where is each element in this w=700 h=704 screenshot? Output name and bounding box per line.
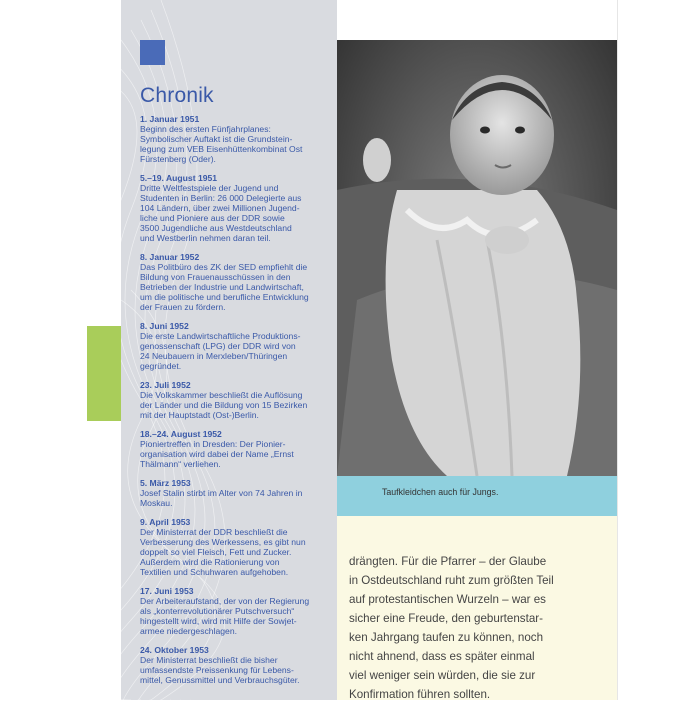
chronik-entry [140, 252, 320, 312]
entry-text-line: doppelt so viel Fleisch, Fett und Zucker. [140, 547, 292, 557]
entry-text-line: legung zum VEB Eisenhüttenkombinat Ost [140, 144, 303, 154]
baby-photo-illustration [337, 40, 617, 476]
entry-text-line: umfassendste Preissenkung für Lebens- [140, 665, 294, 675]
entry-date: 8. Januar 1952 [140, 252, 200, 262]
entry-text-line: Josef Stalin stirbt im Alter von 74 Jahren in [140, 488, 303, 498]
chronik-entry [140, 645, 320, 685]
baby-photo [337, 40, 617, 476]
article-body [349, 552, 599, 704]
chronik-entry [140, 478, 320, 508]
article-line: viel weniger sein würden, die sie zur [349, 669, 536, 682]
entry-text-line: Studenten in Berlin: 26 000 Delegierte aus [140, 193, 302, 203]
entry-text-line: hingestellt wird, wird mit Hilfe der Sowjet- [140, 616, 297, 626]
chronik-entry [140, 429, 320, 469]
entry-text-line: mit der Hauptstadt (Ost-)Berlin. [140, 410, 259, 420]
chronik-entry [140, 517, 320, 577]
entry-text-line: Dritte Weltfestspiele der Jugend und [140, 183, 279, 193]
photo-caption: Taufkleidchen auch für Jungs. [382, 487, 499, 497]
entry-text-line: mittel, Genussmittel und Verbrauchsgüter. [140, 675, 300, 685]
entry-date: 5.–19. August 1951 [140, 173, 218, 183]
chronik-entry [140, 321, 320, 371]
blue-square-marker [140, 40, 165, 65]
entry-text-line: Fürstenberg (Oder). [140, 154, 216, 164]
article-line: auf protestantischen Wurzeln – war es [349, 593, 546, 606]
entry-date: 18.–24. August 1952 [140, 429, 222, 439]
article-line: Konfirmation führen sollten. [349, 688, 491, 701]
article-line: ken Jahrgang taufen zu können, noch [349, 631, 544, 644]
chronik-entry [140, 173, 320, 243]
entry-text-line: Die erste Landwirtschaftliche Produktions- [140, 331, 301, 341]
entry-text-line: der Frauen zu fördern. [140, 302, 226, 312]
entry-text-line: als „konterrevolutionärer Putschversuch“ [140, 606, 295, 616]
entry-text-line: Außerdem wird die Rationierung von [140, 557, 280, 567]
entry-text-line: 3500 Jugendliche aus Westdeutschland [140, 223, 292, 233]
chronik-entry [140, 586, 320, 636]
entry-text-line: armee niedergeschlagen. [140, 626, 237, 636]
entry-text-line: Bildung von Frauenausschüssen in den [140, 272, 291, 282]
entry-date: 8. Juni 1952 [140, 321, 189, 331]
entry-date: 1. Januar 1951 [140, 114, 200, 124]
entry-text-line: der Länder und die Bildung von 15 Bezirken [140, 400, 308, 410]
entry-text-line: um die politische und berufliche Entwicklung [140, 292, 309, 302]
entry-text-line: Verbesserung des Werkessens, es gibt nun [140, 537, 306, 547]
entry-text-line: Thälmann“ verliehen. [140, 459, 221, 469]
entry-text-line: und Westberlin nehmen daran teil. [140, 233, 271, 243]
entry-text-line: 24 Neubauern in Merxleben/Thüringen [140, 351, 288, 361]
entry-date: 23. Juli 1952 [140, 380, 191, 390]
entry-text-line: Der Arbeiteraufstand, der von der Regierung [140, 596, 310, 606]
page-edge-line [617, 0, 618, 700]
entry-text-line: gegründet. [140, 361, 182, 371]
entry-text-line: Beginn des ersten Fünfjahrplanes: [140, 124, 271, 134]
article-line: drängten. Für die Pfarrer – der Glaube [349, 555, 547, 568]
chronik-entry [140, 114, 320, 164]
entry-text-line: Moskau. [140, 498, 173, 508]
entry-text-line: Symbolischer Auftakt ist die Grundstein- [140, 134, 293, 144]
entry-text-line: Der Ministerrat beschließt die bisher [140, 655, 278, 665]
entry-text-line: organisation wird dabei der Name „Ernst [140, 449, 294, 459]
entry-text-line: Pioniertreffen in Dresden: Der Pionier- [140, 439, 286, 449]
entry-date: 24. Oktober 1953 [140, 645, 209, 655]
entry-date: 9. April 1953 [140, 517, 191, 527]
entry-text-line: Die Volkskammer beschließt die Auflösung [140, 390, 303, 400]
article-line: sicher eine Freude, den geburtenstar- [349, 612, 543, 625]
chronik-entry [140, 380, 320, 420]
article-line: in Ostdeutschland ruht zum größten Teil [349, 574, 554, 587]
entry-text-line: Betrieben der Industrie und Landwirtschaft, [140, 282, 304, 292]
entry-text-line: genossenschaft (LPG) der DDR wird von [140, 341, 296, 351]
chronik-entries [140, 114, 320, 694]
green-accent-bar [87, 326, 121, 421]
chronik-heading: Chronik [140, 84, 214, 107]
entry-text-line: liche und Pioniere aus der DDR sowie [140, 213, 285, 223]
entry-text-line: Das Politbüro des ZK der SED empfiehlt die [140, 262, 308, 272]
entry-date: 5. März 1953 [140, 478, 191, 488]
entry-text-line: Textilien und Schuhwaren aufgehoben. [140, 567, 289, 577]
article-line: nicht ahnend, dass es später einmal [349, 650, 535, 663]
entry-text-line: 104 Ländern, über zwei Millionen Jugend- [140, 203, 300, 213]
entry-date: 17. Juni 1953 [140, 586, 194, 596]
entry-text-line: Der Ministerrat der DDR beschließt die [140, 527, 288, 537]
